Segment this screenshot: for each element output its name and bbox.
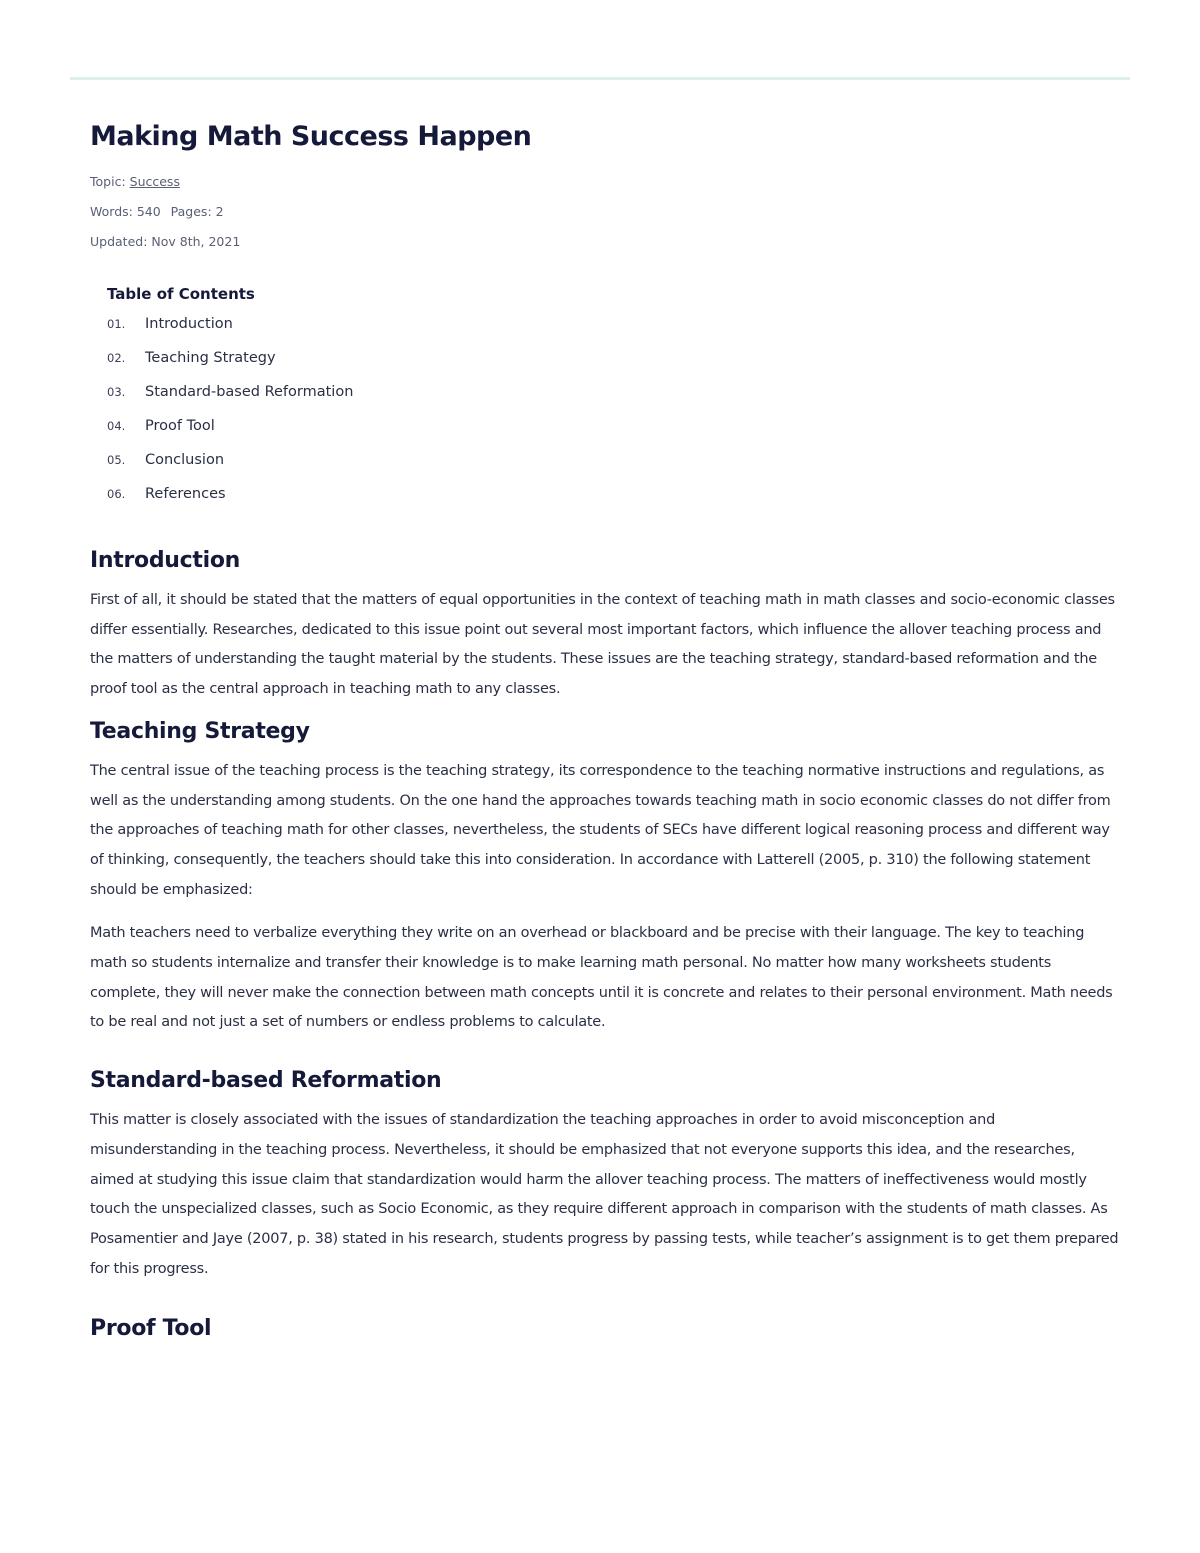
toc-item-teaching-strategy[interactable] — [107, 350, 1120, 384]
toc-label: References — [145, 486, 226, 502]
toc-number: 01. — [107, 317, 126, 331]
toc-number: 02. — [107, 351, 126, 365]
toc-item-standard-based-reformation[interactable] — [107, 384, 1120, 418]
teaching-strategy-paragraph: The central issue of the teaching process is the teaching strategy, its correspondence to the teaching normative instructions and regulations, as well as the understanding among students. On the one hand the approaches towards teaching math in socio economic classes do not differ from the approaches of teaching math for other classes, nevertheless, the students of SECs have different logical reasoning process and different way of thinking, consequently, the teachers should take this into consideration. In accordance with Latterell (2005, p. 310) the following statement should be emphasized: — [90, 762, 1111, 898]
section-heading-introduction: Introduction — [90, 548, 241, 573]
updated-date: Updated: Nov 8th, 2021 — [90, 234, 241, 249]
introduction-paragraph: First of all, it should be stated that the matters of equal opportunities in the context of teaching math in math classes and socio-economic classes differ essentially. Researches, dedicated to this issue point out several most important factors, which influence the allover teaching process and the matters of understanding the taught material by the students. These issues are the teaching strategy, standard-based reformation and the proof tool as the central approach in teaching math to any classes. — [90, 592, 1115, 698]
teaching-strategy-quote: Math teachers need to verbalize everything they write on an overhead or blackboard and be precise with their language. The key to teaching math so students internalize and transfer their knowledge is to make learning math personal. No matter how many worksheets students complete, they will never make the connection between math concepts until it is concrete and relates to their personal environment. Math needs to be real and not just a set of numbers or endless problems to calculate. — [90, 925, 1113, 1031]
top-divider — [70, 77, 1130, 80]
toc-item-proof-tool[interactable] — [107, 418, 1120, 452]
page-count: Pages: 2 — [170, 204, 224, 219]
table-of-contents — [107, 284, 1120, 520]
section-heading-standard-based-reformation: Standard-based Reformation — [90, 1068, 442, 1094]
toc-number: 03. — [107, 385, 126, 399]
toc-title: Table of Contents — [107, 285, 255, 303]
toc-label: Standard-based Reformation — [145, 384, 354, 400]
section-heading-proof-tool: Proof Tool — [90, 1316, 212, 1342]
toc-label: Proof Tool — [145, 418, 215, 434]
toc-label: Teaching Strategy — [145, 350, 276, 366]
word-count: Words: 540 — [90, 204, 161, 219]
topic-link[interactable]: Success — [129, 174, 180, 189]
toc-label: Introduction — [145, 316, 233, 332]
toc-item-conclusion[interactable] — [107, 452, 1120, 486]
toc-number: 04. — [107, 419, 126, 433]
topic-label: Topic: — [90, 174, 126, 189]
updated-line — [90, 234, 1120, 250]
section-heading-teaching-strategy: Teaching Strategy — [90, 718, 310, 744]
toc-number: 06. — [107, 487, 126, 501]
stats-line — [90, 204, 1120, 220]
document-body — [90, 118, 1120, 1344]
toc-item-references[interactable] — [107, 486, 1120, 520]
topic-line — [90, 174, 1120, 190]
page-title: Making Math Success Happen — [90, 121, 532, 152]
toc-label: Conclusion — [145, 452, 225, 468]
reformation-paragraph: This matter is closely associated with the issues of standardization the teaching approaches in order to avoid misconception and misunderstanding in the teaching process. Nevertheless, it should be emphasized that not everyone supports this idea, and the researches, aimed at studying this issue claim that standardization would harm the allover teaching process. The matters of ineffectiveness would mostly touch the unspecialized classes, such as Socio Economic, as they require different approach in comparison with the students of math classes. As Posamentier and Jaye (2007, p. 38) stated in his research, students progress by passing tests, while teacher’s assignment is to get them prepared for this progress. — [90, 1112, 1119, 1277]
toc-number: 05. — [107, 453, 126, 467]
toc-item-introduction[interactable] — [107, 316, 1120, 350]
